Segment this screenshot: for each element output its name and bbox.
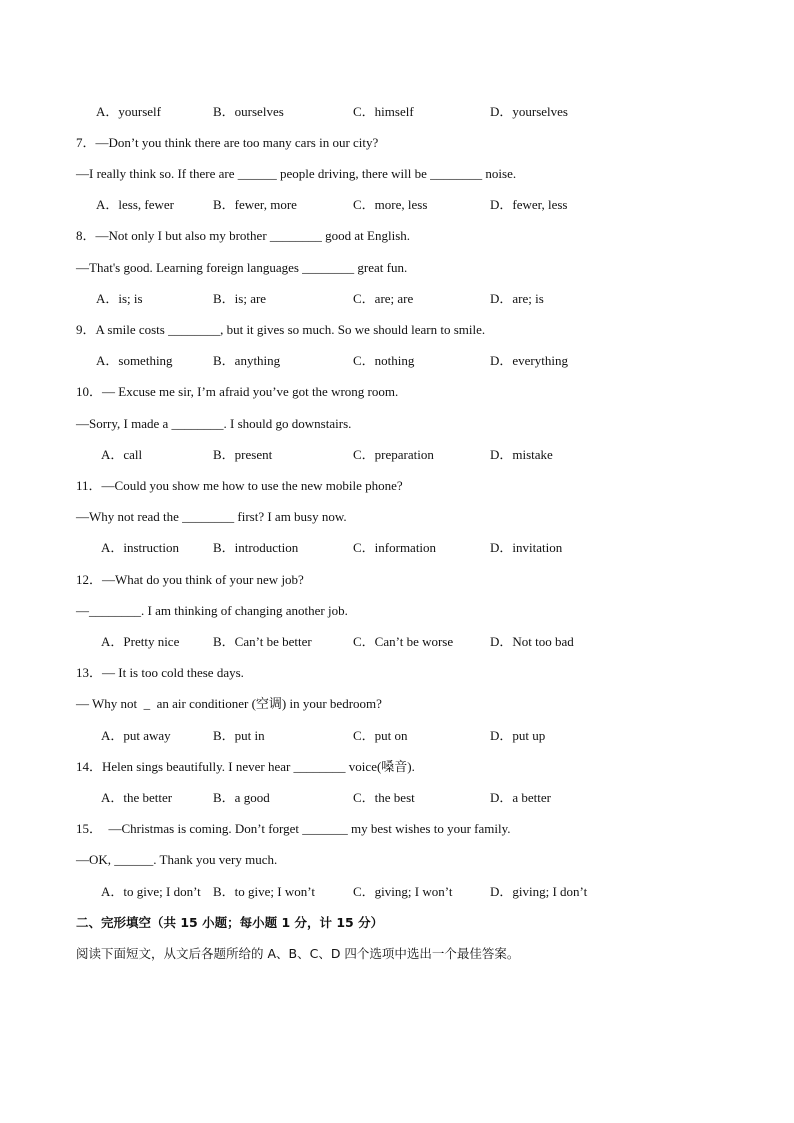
q10-response: —Sorry, I made a ________. I should go downstairs. [76,416,352,431]
q11-option-d: D．invitation [490,540,563,555]
q12-question: 12．—What do you think of your new job? [76,572,304,587]
q10-question: 10．— Excuse me sir, I’m afraid you’ve got the wrong room. [76,384,399,399]
q14-option-a: A．the better [101,790,173,805]
q13-option-a: A．put away [101,728,171,743]
q8-response: —That's good. Learning foreign languages ________ great fun. [76,260,408,275]
q7-option-c: C．more, less [353,197,428,212]
q14-options [0,790,794,806]
section-heading: 二、完形填空（共 15 小题；每小题 1 分，计 15 分） [76,915,384,930]
q13-response: — Why not _ an air conditioner (空调) in your bedroom? [76,696,382,711]
q13-option-c: C．put on [353,728,408,743]
q8-option-a: A．is; is [96,291,143,306]
q9-option-c: C．nothing [353,353,415,368]
q15-option-a: A．to give; I don’t [101,884,201,899]
q10-options [0,447,794,463]
q7-option-b: B．fewer, more [213,197,297,212]
q8-option-c: C．are; are [353,291,414,306]
q10-option-d: D．mistake [490,447,553,462]
q11-option-a: A．instruction [101,540,179,555]
q15-option-b: B．to give; I won’t [213,884,315,899]
q9-question: 9．A smile costs ________, but it gives so much. So we should learn to smile. [76,322,486,337]
q15-option-c: C．giving; I won’t [353,884,453,899]
q15-response: —OK, ______. Thank you very much. [76,852,278,867]
q14-question: 14．Helen sings beautifully. I never hear ________ voice(嗓音). [76,759,415,774]
q11-options [0,540,794,556]
q8-question: 8．—Not only I but also my brother ________ good at English. [76,228,411,243]
q6-option-d: D．yourselves [490,104,568,119]
q10-option-b: B．present [213,447,273,462]
q15-option-d: D．giving; I don’t [490,884,588,899]
q6-option-c: C．himself [353,104,414,119]
q12-option-d: D．Not too bad [490,634,574,649]
q12-option-a: A．Pretty nice [101,634,180,649]
q10-option-c: C．preparation [353,447,434,462]
q8-option-d: D．are; is [490,291,544,306]
q14-option-b: B．a good [213,790,270,805]
q14-option-d: D．a better [490,790,552,805]
q11-option-b: B．introduction [213,540,299,555]
q9-option-d: D．everything [490,353,568,368]
q13-question: 13．— It is too cold these days. [76,665,244,680]
q6-option-b: B．ourselves [213,104,284,119]
q10-option-a: A．call [101,447,143,462]
q14-option-c: C．the best [353,790,415,805]
q7-option-d: D．fewer, less [490,197,568,212]
q12-option-b: B．Can’t be better [213,634,312,649]
q8-options [0,291,794,307]
q6-option-a: A．yourself [96,104,161,119]
q7-question: 7．—Don’t you think there are too many cars in our city? [76,135,379,150]
section-instruction: 阅读下面短文，从文后各题所给的 A、B、C、D 四个选项中选出一个最佳答案。 [76,946,520,961]
q15-options [0,884,794,900]
q13-options [0,728,794,744]
q15-question: 15． —Christmas is coming. Don’t forget _______ my best wishes to your family. [76,821,511,836]
q7-response: —I really think so. If there are ______ people driving, there will be ________ noise. [76,166,517,181]
q12-option-c: C．Can’t be worse [353,634,454,649]
q7-options [0,197,794,213]
q8-option-b: B．is; are [213,291,267,306]
q9-options [0,353,794,369]
q9-option-b: B．anything [213,353,281,368]
q11-response: —Why not read the ________ first? I am busy now. [76,509,347,524]
q6-options [0,104,794,120]
q11-question: 11．—Could you show me how to use the new mobile phone? [76,478,403,493]
q12-response: —________. I am thinking of changing another job. [76,603,348,618]
q9-option-a: A．something [96,353,173,368]
q11-option-c: C．information [353,540,437,555]
q12-options [0,634,794,650]
q13-option-d: D．put up [490,728,546,743]
q13-option-b: B．put in [213,728,265,743]
q7-option-a: A．less, fewer [96,197,174,212]
